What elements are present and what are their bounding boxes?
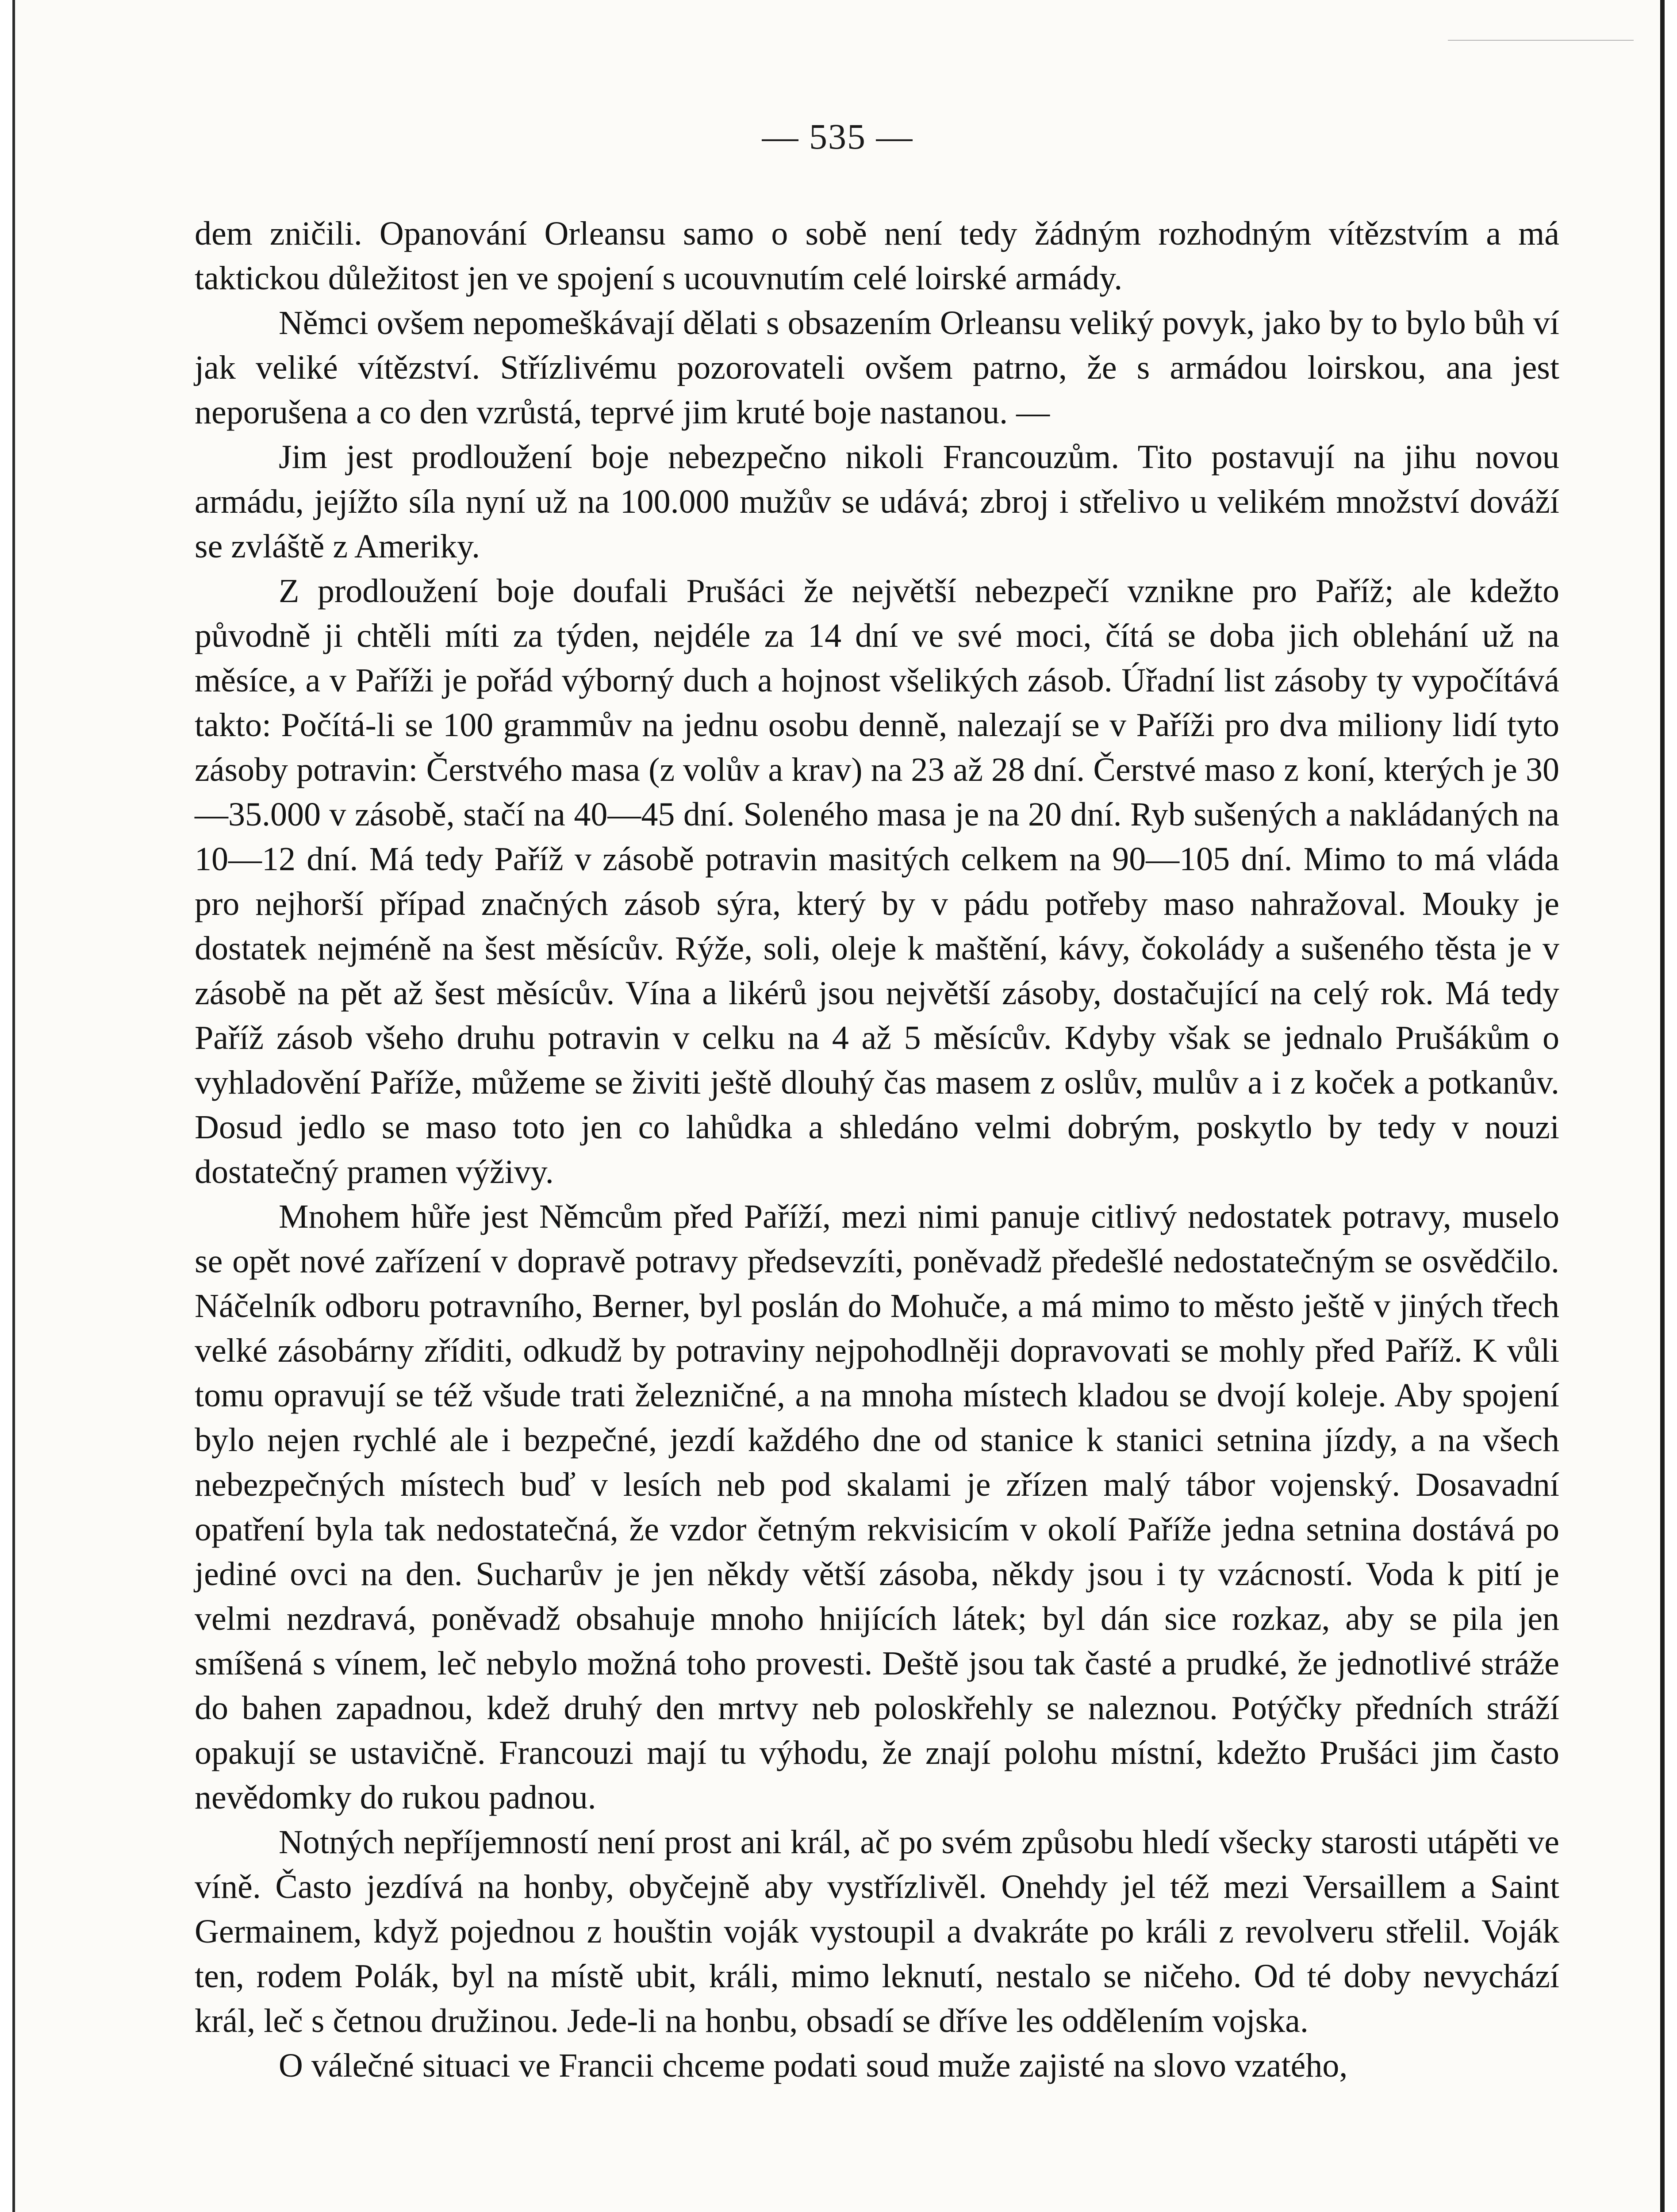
paragraph: Němci ovšem nepomeškávají dělati s obsazením Orleansu veliký povyk, jako by to bylo bůh ví jak veliké vítězství. Střízlivému pozorovateli ovšem patrno, že s armádou loirskou, ana jest neporušena a co den vzrůstá, teprvé jim kruté boje nastanou. — xyxy=(195,304,1559,431)
scan-edge-mark xyxy=(1448,0,1634,41)
paragraph: Jim jest prodloužení boje nebezpečno nikoli Francouzům. Tito postavují na jihu novou armádu, jejížto síla nyní už na 100.000 mužův se udává; zbroj i střelivo u velikém množství dováží se zvláště z Ameriky. xyxy=(195,438,1559,565)
paragraph: Z prodloužení boje doufali Prušáci že největší nebezpečí vznikne pro Paříž; ale kdežto původně ji chtěli míti za týden, nejdéle za 14 dní ve své moci, čítá se doba jich oblehání už na měsíce, a v Paříži je pořád výborný duch a hojnost všelikých zásob. Úřadní list zásoby ty vypočítává takto: Počítá-li se 100 grammův na jednu osobu denně, nalezají se v Paříži pro dva miliony lidí tyto zásoby potravin: Čerstvého masa (z volův a krav) na 23 až 28 dní. Čerstvé maso z koní, kterých je 30—35.000 v zásobě, stačí na 40—45 dní. Soleného masa je na 20 dní. Ryb sušených a nakládaných na 10—12 dní. Má tedy Paříž v zásobě potravin masitých celkem na 90—105 dní. Mimo to má vláda pro nejhorší případ značných zásob sýra, který by v pádu potřeby maso nahražoval. Mouky je dostatek nejméně na šest měsícův. Rýže, soli, oleje k maštění, kávy, čokolády a sušeného těsta je v zásobě na pět až šest měsícův. Vína a likérů jsou největší zásoby, dostačující na celý rok. Má tedy Paříž zásob všeho druhu potravin v celku na 4 až 5 měsícův. Kdyby však se jednalo Prušákům o vyhladovění Paříže, můžeme se živiti ještě dlouhý čas masem z oslův, mulův a i z koček a potkanův. Dosud jedlo se maso toto jen co lahůdka a shledáno velmi dobrým, poskytlo by tedy v nouzi dostatečný pramen výživy. xyxy=(195,572,1559,1190)
paragraph: Notných nepříjemností není prost ani král, ač po svém způsobu hledí všecky starosti utápěti ve víně. Často jezdívá na honby, obyčejně aby vystřízlivěl. Onehdy jel též mezi Versaillem a Saint Germainem, když pojednou z houštin voják vystoupil a dvakráte po králi z revolveru střelil. Voják ten, rodem Polák, byl na místě ubit, králi, mimo leknutí, nestalo se ničeho. Od té doby nevychází král, leč s četnou družinou. Jede-li na honbu, obsadí se dříve les oddělením vojska. xyxy=(195,1824,1559,2039)
book-page xyxy=(12,0,1665,2212)
paragraph: Mnohem hůře jest Němcům před Paříží, mezi nimi panuje citlivý nedostatek potravy, muselo se opět nové zařízení v dopravě potravy předsevzíti, poněvadž předešlé nedostatečným se osvědčilo. Náčelník odboru potravního, Berner, byl poslán do Mohuče, a má mimo to město ještě v jiných třech velké zásobárny zříditi, odkudž by potraviny nejpohodlněji dopravovati se mohly před Paříž. K vůli tomu opravují se též všude trati železničné, a na mnoha místech kladou se dvojí koleje. Aby spojení bylo nejen rychlé ale i bezpečné, jezdí každého dne od stanice k stanici setnina jízdy, a na všech nebezpečných místech buď v lesích neb pod skalami je zřízen malý tábor vojenský. Dosavadní opatření byla tak nedostatečná, že vzdor četným rekvisicím v okolí Paříže jedna setnina dostává po jediné ovci na den. Sucharův je jen někdy větší zásoba, někdy jsou i ty vzácností. Voda k pití je velmi nezdravá, poněvadž obsahuje mnoho hnijících látek; byl dán sice rozkaz, aby se pila jen smíšená s vínem, leč nebylo možná toho provesti. Deště jsou tak časté a prudké, že jednotlivé stráže do bahen zapadnou, kdež druhý den mrtvy neb poloskřehly se naleznou. Potýčky předních stráží opakují se ustavičně. Francouzi mají tu výhodu, že znají polohu místní, kdežto Prušáci jim často nevědomky do rukou padnou. xyxy=(195,1198,1559,1816)
page-body-text xyxy=(195,211,1559,2088)
paragraph: dem zničili. Opanování Orleansu samo o sobě není tedy žádným rozhodným vítězstvím a má taktickou důležitost jen ve spojení s ucouvnutím celé loirské armády. xyxy=(195,215,1559,297)
page-number: — 535 — xyxy=(762,116,913,157)
paragraph: O válečné situaci ve Francii chceme podati soud muže zajisté na slovo vzatého, xyxy=(279,2047,1348,2084)
